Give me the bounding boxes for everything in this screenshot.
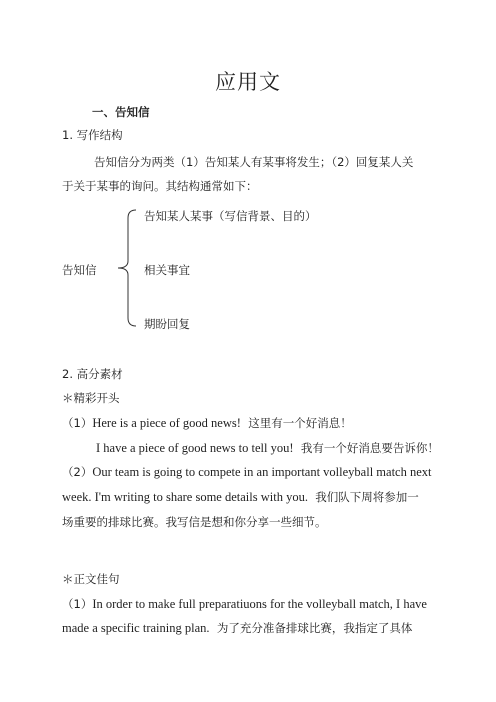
example-line [96,441,439,455]
example-line [62,621,412,635]
example-line [62,490,419,504]
paragraph-line: 于关于某事的询问。其结构通常如下： [62,179,258,193]
subsection-heading-materials: 2. 高分素材 [62,367,123,381]
page-title: 应用文 [215,70,281,94]
chinese-translation: 为了充分准备排球比赛，我指定了具体 [216,621,413,635]
english-sentence: I have a piece of good news to tell you! [96,441,294,455]
item-number: （2） [62,465,93,479]
diagram-root: 告知信 [62,263,97,277]
example-line [62,465,431,479]
item-number: （1） [62,597,93,611]
brace-connector [110,206,140,330]
subsection-heading-structure: 1. 写作结构 [62,128,123,142]
example-line [62,416,352,430]
chinese-translation: 我们队下周将参加一 [315,490,419,504]
diagram-branch: 期盼回复 [144,317,190,331]
english-sentence: week. I'm writing to share some details with you. [62,490,308,504]
english-sentence: In order to make full preparatiuons for the volleyball match, I have [92,597,427,611]
category-label-opening: ＊精彩开头 [62,391,120,405]
diagram-branch: 相关事宜 [144,263,190,277]
english-sentence: Here is a piece of good news! [92,416,241,430]
item-number: （1） [62,416,93,430]
diagram-branch: 告知某人某事（写信背景、目的） [144,209,317,223]
category-label-body: ＊正文佳句 [62,572,120,586]
english-sentence: made a specific training plan. [62,621,210,635]
english-sentence: Our team is going to compete in an important volleyball match next [92,465,432,479]
chinese-translation: 场重要的排球比赛。我写信是想和你分享一些细节。 [62,515,327,529]
chinese-translation: 这里有一个好消息！ [248,416,352,430]
section-heading: 一、告知信 [92,105,150,119]
paragraph-line: 告知信分为两类（1）告知某人有某事将发生；（2）回复某人关 [94,155,414,169]
chinese-translation: 我有一个好消息要告诉你！ [300,441,439,455]
example-line [62,597,427,611]
